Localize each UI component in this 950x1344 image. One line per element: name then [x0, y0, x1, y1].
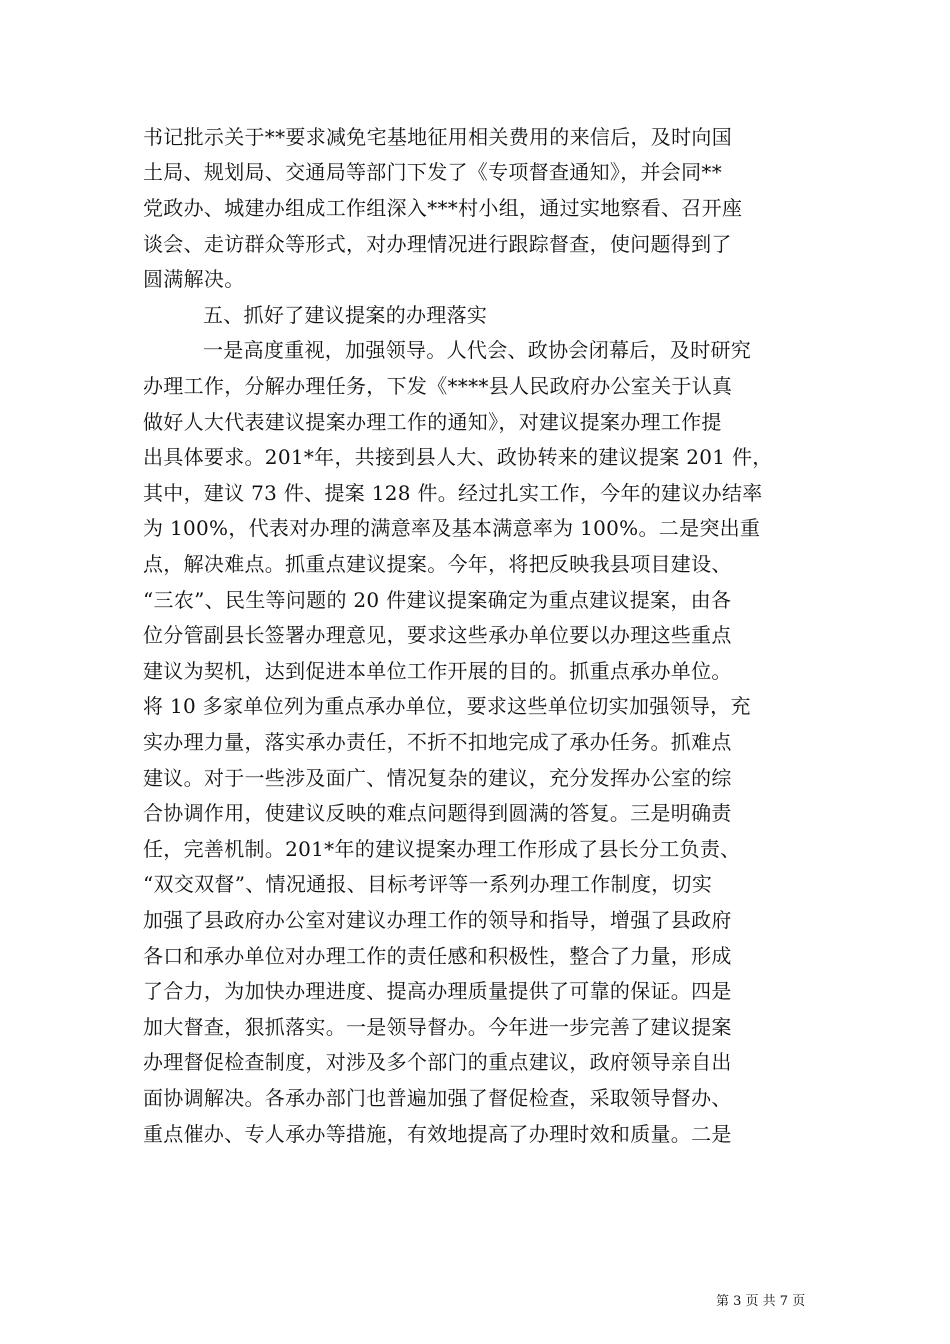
text-line: 土局、规划局、交通局等部门下发了《专项督查通知》，并会同** — [143, 160, 722, 184]
text-line: 出具体要求。201*年，共接到县人大、政协转来的建议提案 201 件， — [143, 445, 773, 469]
text-line: 为 100%，代表对办理的满意率及基本满意率为 100%。二是突出重 — [143, 516, 761, 540]
text-line: 书记批示关于**要求减免宅基地征用相关费用的来信后，及时向国 — [143, 125, 732, 149]
text-line: 建议为契机，达到促进本单位工作开展的目的。抓重点承办单位。 — [143, 659, 732, 683]
paragraph-start: 一是高度重视，加强领导。人代会、政协会闭幕后，及时研究 — [203, 338, 752, 362]
text-line: 建议。对于一些涉及面广、情况复杂的建议，充分发挥办公室的综 — [143, 766, 732, 790]
text-line: 做好人大代表建议提案办理工作的通知》，对建议提案办理工作提 — [143, 410, 722, 434]
text-line: 圆满解决。 — [143, 267, 245, 291]
text-line: 任，完善机制。201*年的建议提案办理工作形成了县长分工负责、 — [143, 837, 741, 861]
text-line: 加大督查，狠抓落实。一是领导督办。今年进一步完善了建议提案 — [143, 1015, 732, 1039]
text-line: 各口和承办单位对办理工作的责任感和积极性，整合了力量，形成 — [143, 944, 732, 968]
text-line: 党政办、城建办组成工作组深入***村小组，通过实地察看、召开座 — [143, 196, 743, 220]
page-number-footer: 第 3 页 共 7 页 — [716, 1294, 806, 1309]
text-line: “双交双督”、情况通报、目标考评等一系列办理工作制度，切实 — [143, 872, 713, 896]
text-line: 了合力，为加快办理进度、提高办理质量提供了可靠的保证。四是 — [143, 979, 732, 1003]
text-line: 合协调作用，使建议反映的难点问题得到圆满的答复。三是明确责 — [143, 801, 732, 825]
text-line: 办理督促检查制度，对涉及多个部门的重点建议，政府领导亲自出 — [143, 1050, 732, 1074]
section-heading: 五、抓好了建议提案的办理落实 — [203, 303, 488, 327]
text-line: 点，解决难点。抓重点建议提案。今年，将把反映我县项目建设、 — [143, 552, 732, 576]
text-line: “三农”、民生等问题的 20 件建议提案确定为重点建议提案，由各 — [143, 588, 732, 612]
text-line: 其中，建议 73 件、提案 128 件。经过扎实工作，今年的建议办结率 — [143, 481, 763, 505]
text-line: 实办理力量，落实承办责任，不折不扣地完成了承办任务。抓难点 — [143, 730, 732, 754]
text-line: 办理工作，分解办理任务，下发《****县人民政府办公室关于认真 — [143, 374, 733, 398]
text-line: 谈会、走访群众等形式，对办理情况进行跟踪督查，使问题得到了 — [143, 232, 732, 256]
text-line: 位分管副县长签署办理意见，要求这些承办单位要以办理这些重点 — [143, 623, 732, 647]
text-line: 加强了县政府办公室对建议办理工作的领导和指导，增强了县政府 — [143, 908, 732, 932]
text-line: 将 10 多家单位列为重点承办单位，要求这些单位切实加强领导，充 — [143, 694, 751, 718]
text-line: 面协调解决。各承办部门也普遍加强了督促检查，采取领导督办、 — [143, 1086, 732, 1110]
text-line: 重点催办、专人承办等措施，有效地提高了办理时效和质量。二是 — [143, 1122, 732, 1146]
